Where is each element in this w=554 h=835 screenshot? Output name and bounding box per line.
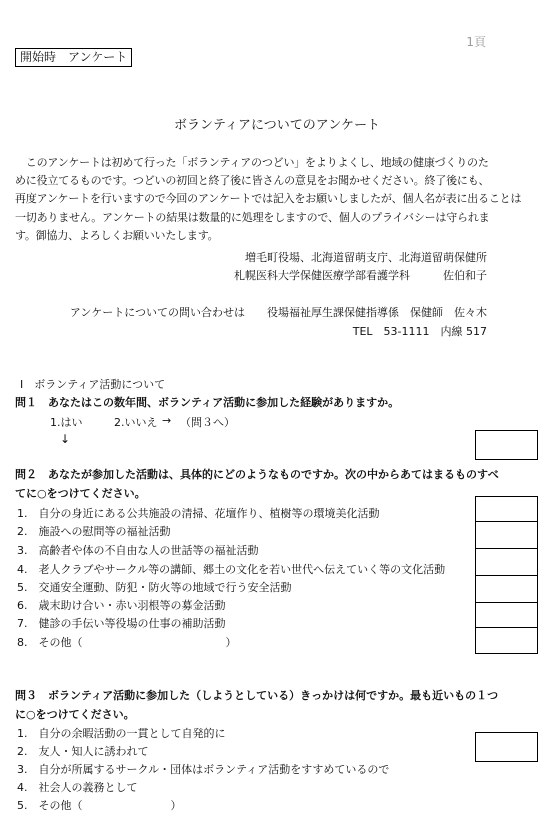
q2-option-4[interactable]: 4. 老人クラブやサークル等の講師、郷土の文化を若い世代へ伝えていく等の文化活動 xyxy=(17,563,446,576)
page-title: ボランティアについてのアンケート xyxy=(174,118,380,133)
intro-line: 再度アンケートを行いますので今回のアンケートでは記入をお願いしましたが、個人名が表に出ることは xyxy=(15,192,522,206)
question-line: 問２ あなたが参加した活動は、具体的にどのようなものですか。次の中からあてはまるものすべ xyxy=(15,468,499,481)
q2-option-5[interactable]: 5. 交通安全運動、防犯・防火等の地域で行う安全活動 xyxy=(17,581,292,594)
q2-answer-box[interactable] xyxy=(475,496,538,523)
author-university: 札幌医科大学保健医療学部看護学科 佐伯和子 xyxy=(234,269,487,282)
q1-skip-note: （問３へ） xyxy=(180,416,235,429)
q2-answer-box[interactable] xyxy=(475,627,538,654)
q3-option-1[interactable]: 1. 自分の余暇活動の一貫として自発的に xyxy=(17,727,226,740)
question-2 xyxy=(15,465,499,503)
author-organizations: 増毛町役場、北海道留萌支庁、北海道留萌保健所 xyxy=(245,251,487,264)
question-line: 問３ ボランティア活動に参加した（しようとしている）きっかけは何ですか。最も近いもの１つ xyxy=(15,689,499,702)
q3-answer-box[interactable] xyxy=(475,732,538,762)
q2-option-6[interactable]: 6. 歳末助け合い・赤い羽根等の募金活動 xyxy=(17,599,226,612)
q2-answer-box[interactable] xyxy=(475,602,538,629)
q2-answer-box[interactable] xyxy=(475,548,538,577)
q2-answer-box[interactable] xyxy=(475,575,538,604)
q1-arrow: → xyxy=(162,414,172,427)
q3-option-5[interactable]: 5. その他（ ） xyxy=(17,799,182,812)
q1-down-arrow: ↓ xyxy=(60,432,71,446)
section-heading: Ⅰ ボランティア活動について xyxy=(20,378,166,391)
q2-option-1[interactable]: 1. 自分の身近にある公共施設の清掃、花壇作り、植樹等の環境美化活動 xyxy=(17,507,380,520)
q2-answer-box[interactable] xyxy=(475,521,538,550)
intro-line: めに役立てるものです。つどいの初回と終了後に皆さんの意見をお聞かせください。終了後にも、 xyxy=(15,174,490,188)
intro-line: 一切ありません。アンケートの結果は数量的に処理をしますので、個人のプライバシーは守られま xyxy=(15,210,490,224)
q1-option-yes[interactable]: 1.はい xyxy=(50,416,83,429)
q2-option-7[interactable]: 7. 健診の手伝い等役場の仕事の補助活動 xyxy=(17,617,226,630)
intro-line: このアンケートは初めて行った「ボランティアのつどい」をよりよくし、地域の健康づくりのた xyxy=(15,156,489,169)
question-line: に○をつけてください。 xyxy=(15,708,135,721)
contact-tel: TEL 53-1111 内線 517 xyxy=(352,325,487,338)
q3-option-2[interactable]: 2. 友人・知人に誘われて xyxy=(17,745,149,758)
question-3 xyxy=(15,686,498,724)
q3-option-4[interactable]: 4. 社会人の義務として xyxy=(17,781,138,794)
question-line: てに○をつけてください。 xyxy=(15,487,146,500)
q1-answer-box[interactable] xyxy=(475,430,538,460)
q2-option-2[interactable]: 2. 施設への慰問等の福祉活動 xyxy=(17,525,171,538)
survey-timing-badge: 開始時 アンケート xyxy=(15,48,132,67)
q2-option-3[interactable]: 3. 高齢者や体の不自由な人の世話等の福祉活動 xyxy=(17,544,259,557)
q1-option-no[interactable]: 2.いいえ xyxy=(114,416,158,429)
q3-option-3[interactable]: 3. 自分が所属するサークル・団体はボランティア活動をすすめているので xyxy=(17,763,390,776)
q2-option-8[interactable]: 8. その他（ ） xyxy=(17,636,237,649)
intro-paragraph xyxy=(15,154,522,245)
question-1: 問１ あなたはこの数年間、ボランティア活動に参加した経験がありますか。 xyxy=(15,396,400,409)
page-number: 1頁 xyxy=(466,35,486,49)
contact-info: アンケートについての問い合わせは 役場福祉厚生課保健指導係 保健師 佐々木 xyxy=(69,306,487,319)
intro-line: す。御協力、よろしくお願いいたします。 xyxy=(15,228,219,242)
